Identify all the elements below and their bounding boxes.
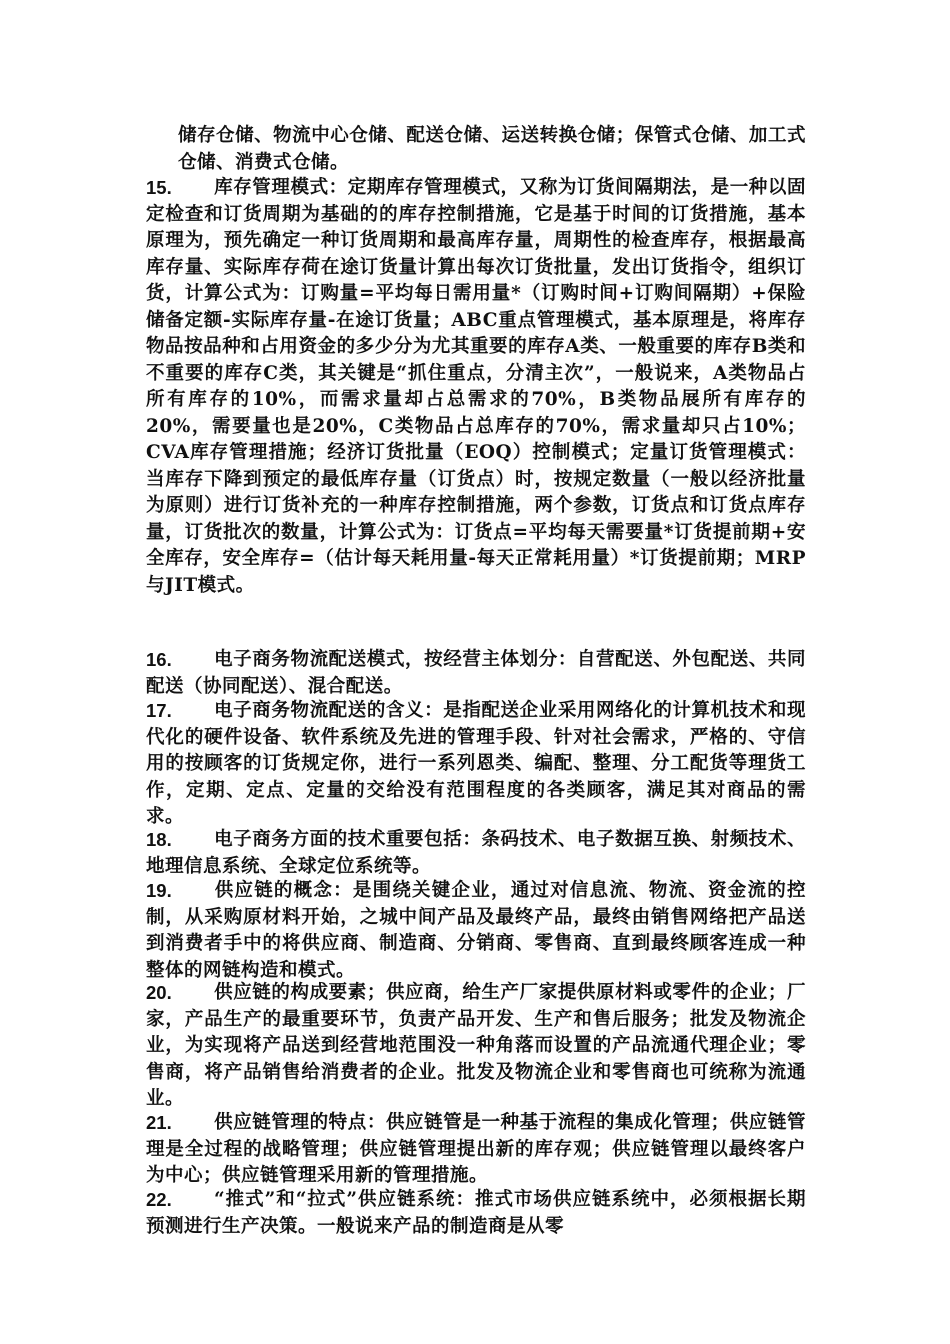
item-17-text: 电子商务物流配送的含义：是指配送企业采用网络化的计算机技术和现代化的硬件设备、软件系统及先进的管理手段、针对社会需求，严格的、守信用的按顾客的订货规定你，进行一系列恩类、编配、整理、分工配货等理货工作，定期、定点、定量的交给没有范围程度的各类顾客，满足其对商品的需求。 <box>146 700 806 827</box>
item-18-text: 电子商务方面的技术重要包括：条码技术、电子数据互换、射频技术、地理信息系统、全球定位系统等。 <box>146 829 806 877</box>
item-18-paragraph <box>146 827 806 880</box>
item-number-17: 17. <box>146 700 172 721</box>
item-17-paragraph <box>146 698 806 831</box>
item-15-text: 库存管理模式：定期库存管理模式，又称为订货间隔期法，是一种以固定检查和订货周期为基础的的库存控制措施，它是基于时间的订货措施，基本原理为，预先确定一种订货周期和最高库存量，周期性的检查库存，根据最高库存量、实际库存荷在途订货量计算出每次订货批量，发出订货指令，组织订货，计算公式为：订购量=平均每日需用量*（订购时间+订购间隔期）+保险储备定额-实际库存量-在途订货量；ABC重点管理模式，基本原理是，将库存物品按品种和占用资金的多少分为尤其重要的库存A类、一般重要的库存B类和不重要的库存C类，其关键是“抓住重点，分清主次”，一般说来，A类物品占所有库存的10%，而需求量却占总需求的70%，B类物品展所有库存的20%，需要量也是20%，C类物品占总库存的70%，需求量却只占10%；CVA库存管理措施；经济订货批量（EOQ）控制模式；定量订货管理模式：当库存下降到预定的最低库存量（订货点）时，按规定数量（一般以经济批量为原则）进行订货补充的一种库存控制措施，两个参数，订货点和订货点库存量，订货批次的数量，计算公式为：订货点=平均每天需要量*订货提前期+安全库存，安全库存=（估计每天耗用量-每天正常耗用量）*订货提前期；MRP与JIT模式。 <box>146 177 806 596</box>
item-22-paragraph <box>146 1187 806 1240</box>
item-16-text: 电子商务物流配送模式，按经营主体划分：自营配送、外包配送、共同配送（协同配送）、混合配送。 <box>146 649 806 697</box>
paragraph-continuation: 储存仓储、物流中心仓储、配送仓储、运送转换仓储；保管式仓储、加工式仓储、消费式仓储。 <box>178 125 806 173</box>
item-number-20: 20. <box>146 982 172 1003</box>
item-22-text: “推式”和“拉式”供应链系统：推式市场供应链系统中，必须根据长期预测进行生产决策。一般说来产品的制造商是从零 <box>146 1189 806 1237</box>
item-21-text: 供应链管理的特点：供应链管是一种基于流程的集成化管理；供应链管理是全过程的战略管理；供应链管理提出新的库存观；供应链管理以最终客户为中心；供应链管理采用新的管理措施。 <box>146 1112 806 1186</box>
item-number-16: 16. <box>146 649 172 670</box>
item-number-18: 18. <box>146 829 172 850</box>
item-21-paragraph <box>146 1110 806 1190</box>
item-19-text: 供应链的概念：是围绕关键企业，通过对信息流、物流、资金流的控制，从采购原材料开始，之城中间产品及最终产品，最终由销售网络把产品送到消费者手中的将供应商、制造商、分销商、零售商、直到最终顾客连成一种整体的网链构造和模式。 <box>146 880 806 981</box>
item-number-15: 15. <box>146 177 172 198</box>
item-20-paragraph <box>146 980 806 1113</box>
item-number-21: 21. <box>146 1112 172 1133</box>
item-16-paragraph <box>146 647 806 700</box>
item-20-text: 供应链的构成要素；供应商，给生产厂家提供原材料或零件的企业；厂家，产品生产的最重要环节，负责产品开发、生产和售后服务；批发及物流企业，为实现将产品送到经营地范围没一种角落而设置的产品流通代理企业；零售商，将产品销售给消费者的企业。批发及物流企业和零售商也可统称为流通业。 <box>146 982 806 1109</box>
item-19-paragraph <box>146 878 806 984</box>
item-number-19: 19. <box>146 880 172 901</box>
item-15-paragraph <box>146 175 806 599</box>
item-number-22: 22. <box>146 1189 172 1210</box>
